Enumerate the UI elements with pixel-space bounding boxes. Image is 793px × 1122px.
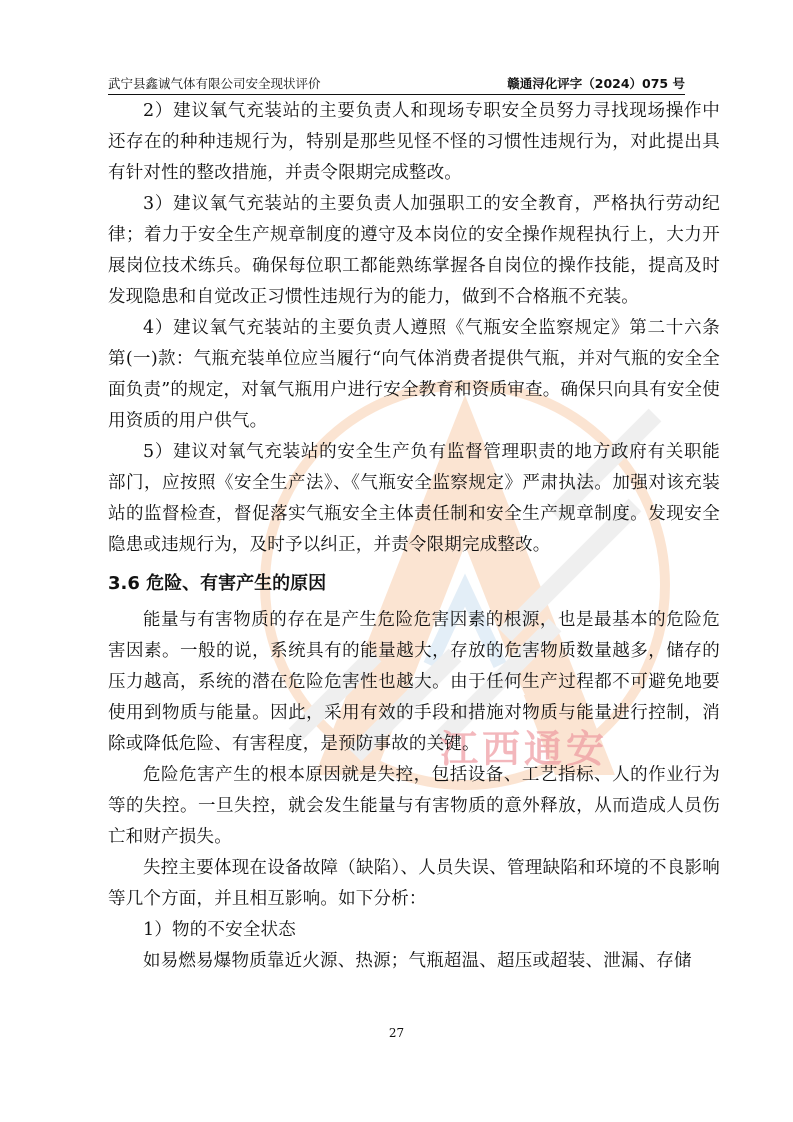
watermark-text: 江西通安 — [440, 727, 609, 771]
paragraph-recommendation-2: 2）建议氧气充装站的主要负责人和现场专职安全员努力寻找现场操作中还存在的种种违规行为，特别是那些见怪不怪的习惯性违规行为，对此提出具有针对性的整改措施，并责令限期完成整改。 — [108, 101, 720, 183]
paragraph-recommendation-3: 3）建议氧气充装站的主要负责人加强职工的安全教育，严格执行劳动纪律；着力于安全生产规章制度的遵守及本岗位的安全操作规程执行上，大力开展岗位技术练兵。确保每位职工都能熟练掌握各自岗位的操作技能，提高及时发现隐患和自觉改正习惯性违规行为的能力，做到不合格瓶不充装。 — [108, 194, 720, 307]
header-document-number: 赣通浔化评字（2024）075 号 — [507, 76, 685, 91]
subheading-unsafe-state: 1）物的不安全状态 — [143, 920, 296, 940]
paragraph-control-aspects: 失控主要体现在设备故障（缺陷）、人员失误、管理缺陷和环境的不良影响等几个方面，并且相互影响。如下分析： — [108, 858, 720, 909]
paragraph-recommendation-4: 4）建议氧气充装站的主要负责人遵照《气瓶安全监察规定》第二十六条第(一)款：气瓶充装单位应当履行“向气体消费者提供气瓶，并对气瓶的安全全面负责”的规定，对氧气瓶用户进行安全教育和资质审查。确保只向具有安全使用资质的用户供气。 — [108, 318, 720, 431]
paragraph-recommendation-5: 5）建议对氧气充装站的安全生产负有监督管理职责的地方政府有关职能部门，应按照《安全生产法》、《气瓶安全监察规定》严肃执法。加强对该充装站的监督检查，督促落实气瓶安全主体责任制和安全生产规章制度。发现安全隐患或违规行为，及时予以纠正，并责令限期完成整改。 — [108, 442, 720, 555]
header-company-name: 武宁县鑫诚气体有限公司安全现状评价 — [108, 76, 321, 91]
paragraph-unsafe-state-examples: 如易燃易爆物质靠近火源、热源；气瓶超温、超压或超装、泄漏、存储 — [143, 951, 692, 971]
page-number: 27 — [388, 1026, 405, 1040]
section-heading: 3.6 危险、有害产生的原因 — [108, 573, 327, 594]
document-body — [108, 96, 720, 977]
paragraph-loss-of-control: 危险危害产生的根本原因就是失控，包括设备、工艺指标、人的作业行为等的失控。一旦失控，就会发生能量与有害物质的意外释放，从而造成人员伤亡和财产损失。 — [108, 765, 720, 847]
page-header — [108, 72, 685, 95]
paragraph-energy-hazards: 能量与有害物质的存在是产生危险危害因素的根源，也是最基本的危险危害因素。一般的说，系统具有的能量越大，存放的危害物质数量越多，储存的压力越高，系统的潜在危险危害性也越大。由于任何生产过程都不可避免地要使用到物质与能量。因此，采用有效的手段和措施对物质与能量进行控制，消除或降低危险、有害程度，是预防事故的关键。 — [108, 610, 720, 754]
